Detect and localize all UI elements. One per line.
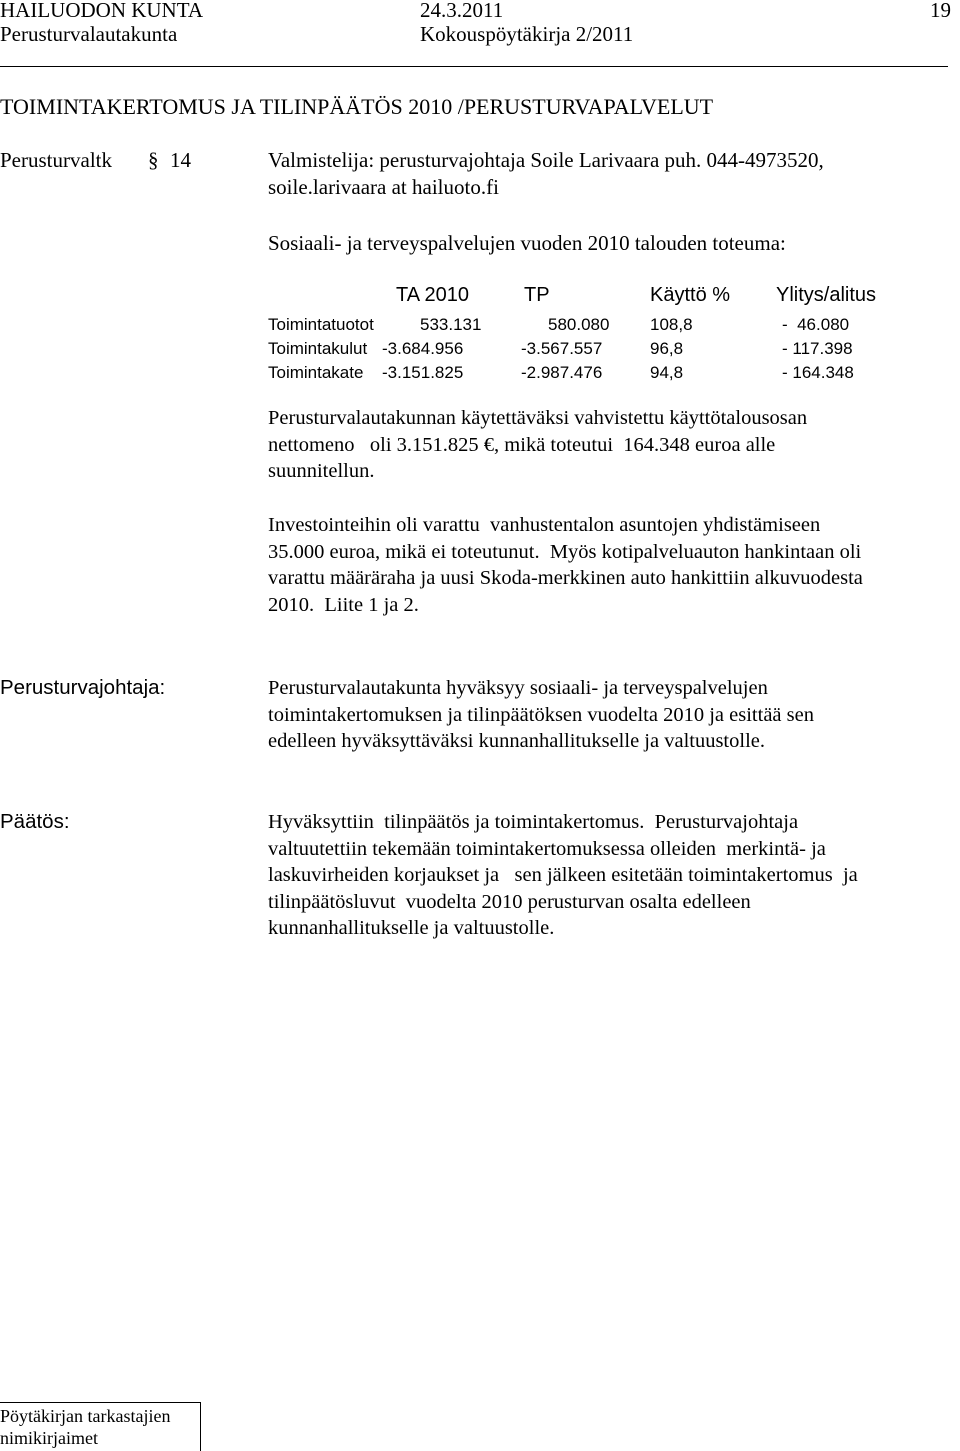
col-header-ta: TA 2010 (396, 284, 470, 306)
paragraph-line: nettomeno oli 3.151.825 €, mikä toteutui 164.348 euroa alle (268, 433, 776, 456)
col-header-diff: Ylitys/alitus (776, 284, 877, 306)
col-header-pct: Käyttö % (650, 284, 731, 306)
row-label: Toimintakate (268, 363, 364, 382)
paragraph-line: Perusturvalautakunnan käytettäväksi vahvistettu käyttötalousosan (268, 407, 808, 429)
paragraph-line: Hyväksyttiin tilinpäätös ja toimintakertomus. Perusturvajohtaja (268, 811, 799, 833)
decision-text (268, 809, 858, 942)
paragraph-line: valtuutettiin tekemään toimintakertomuksessa olleiden merkintä- ja (268, 837, 826, 860)
cell-pct: 94,8 (650, 363, 684, 382)
budget-paragraph (268, 405, 807, 485)
intro-text: Sosiaali- ja terveyspalvelujen vuoden 2010 talouden toteuma: (268, 231, 786, 255)
page-number: 19 (930, 0, 951, 22)
col-header-tp: TP (524, 284, 550, 306)
initials-box (0, 1402, 201, 1451)
header-rule (0, 66, 948, 67)
initials-label-line2: nimikirjaimet (0, 1428, 98, 1448)
cell-ta: -3.684.956 (382, 339, 464, 358)
meeting-date: 24.3.2011 (420, 0, 504, 22)
preparer-line: Valmistelija: perusturvajohtaja Soile Larivaara puh. 044-4973520, (268, 148, 824, 172)
investment-paragraph (268, 512, 863, 618)
cell-ta: -3.151.825 (382, 363, 464, 382)
cell-ta: 533.131 (420, 315, 482, 334)
section-sign: § (148, 148, 159, 172)
paragraph-line: 2010. Liite 1 ja 2. (268, 593, 419, 616)
paragraph-line: Perusturvalautakunta hyväksyy sosiaali- ja terveyspalvelujen (268, 677, 768, 699)
paragraph-line: suunnitellun. (268, 460, 375, 482)
paragraph-line: kunnanhallitukselle ja valtuustolle. (268, 917, 555, 939)
row-label: Toimintakulut (268, 339, 368, 358)
paragraph-line: edelleen hyväksyttäväksi kunnanhallitukselle ja valtuustolle. (268, 730, 765, 752)
paragraph-line: toimintakertomuksen ja tilinpäätöksen vuodelta 2010 ja esittää sen (268, 703, 814, 726)
paragraph-line: Investointeihin oli varattu vanhustentalon asuntojen yhdistämiseen (268, 514, 821, 536)
proposal-text (268, 675, 814, 755)
paragraph-line: tilinpäätösluvut vuodelta 2010 perusturvan osalta edelleen (268, 890, 751, 913)
initials-label-line1: Pöytäkirjan tarkastajien (0, 1406, 171, 1426)
cell-tp: 580.080 (548, 315, 610, 334)
proposal-label: Perusturvajohtaja: (0, 676, 166, 699)
paragraph-line: laskuvirheiden korjaukset ja sen jälkeen esitetään toimintakertomus ja (268, 864, 858, 886)
preparer-email: soile.larivaara at hailuoto.fi (268, 175, 499, 199)
row-label: Toimintatuotot (268, 315, 374, 334)
cell-diff: - 117.398 (782, 339, 853, 358)
minutes-id: Kokouspöytäkirja 2/2011 (420, 22, 634, 46)
cell-tp: -3.567.557 (521, 339, 603, 358)
cell-diff: - 164.348 (782, 363, 854, 382)
org-name: HAILUODON KUNTA (0, 0, 204, 22)
cell-tp: -2.987.476 (521, 363, 603, 382)
document-title: TOIMINTAKERTOMUS JA TILINPÄÄTÖS 2010 /PERUSTURVAPALVELUT (0, 94, 714, 119)
cell-pct: 96,8 (650, 339, 684, 358)
section-ref-label: Perusturvaltk (0, 148, 112, 172)
paragraph-line: 35.000 euroa, mikä ei toteutunut. Myös kotipalveluauton hankintaan oli (268, 540, 862, 563)
cell-pct: 108,8 (650, 315, 693, 334)
decision-label: Päätös: (0, 810, 70, 833)
board-name: Perusturvalautakunta (0, 22, 178, 46)
paragraph-line: varattu määräraha ja uusi Skoda-merkkinen auto hankittiin alkuvuodesta (268, 567, 863, 589)
cell-diff: - 46.080 (782, 315, 850, 334)
section-number: 14 (170, 148, 191, 172)
